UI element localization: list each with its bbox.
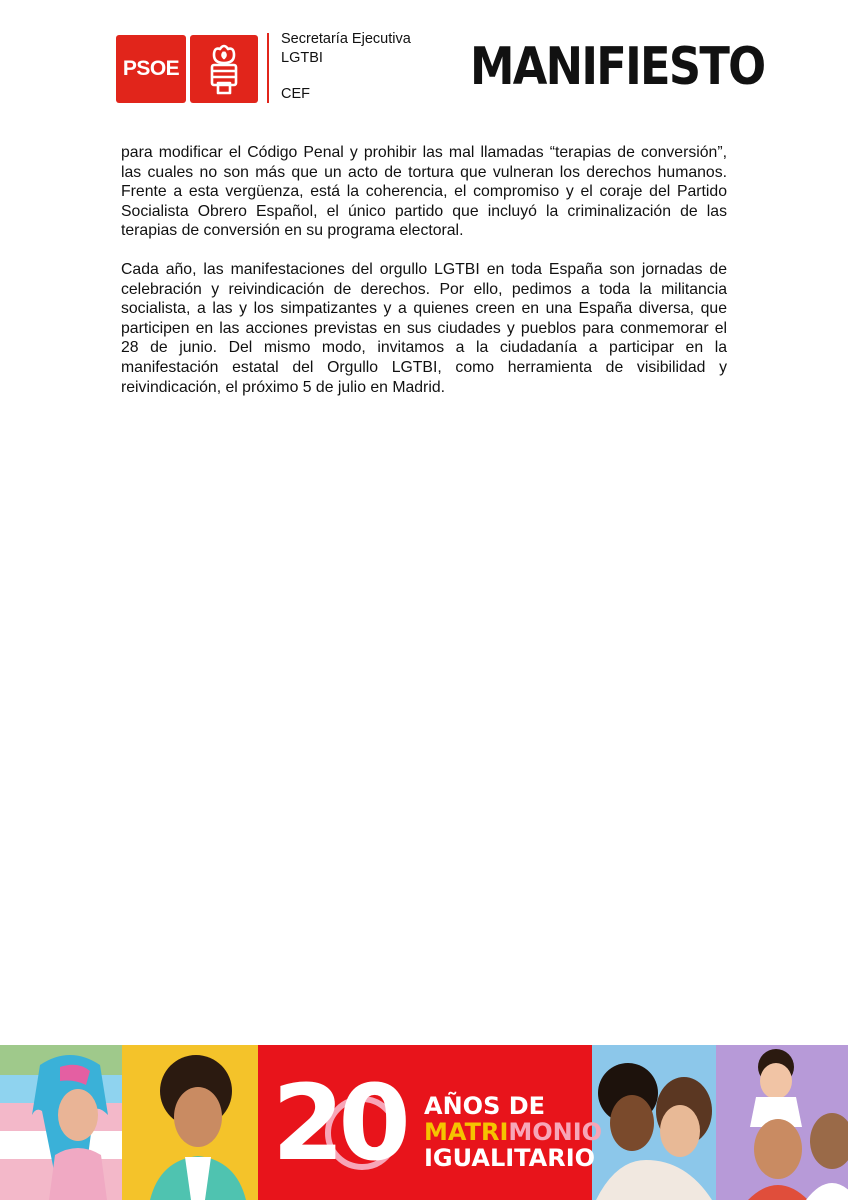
paragraph: Cada año, las manifestaciones del orgullo LGTBI en toda España son jornadas de celebración y reivindicación de derechos. Por ello, pedimos a toda la militancia socialista, a las y los simpatizantes y a quienes creen en una España diversa, que participen en las acciones previstas en sus ciudades y pueblos para conmemorar el 28 de junio. Del mismo modo, invitamos a la ciudadanía a participar en la manifestación estatal del Orgullo LGTBI, como herramienta de visibilidad y reivindicación, el próximo 5 de julio en Madrid. <box>121 260 727 396</box>
document-title: MANIFIESTO <box>470 37 765 97</box>
person-portrait-man-icon <box>122 1045 258 1200</box>
banner-text-line2-part1: MATRI <box>424 1118 509 1146</box>
fist-rose-logo-icon <box>190 35 258 103</box>
document-header <box>0 0 848 120</box>
family-portrait-icon <box>716 1045 848 1200</box>
department-code: CEF <box>281 86 310 102</box>
department-name: Secretaría Ejecutiva <box>281 31 411 47</box>
couple-portrait-icon <box>592 1045 716 1200</box>
banner-text-line2 <box>424 1119 602 1145</box>
person-portrait-left-icon <box>0 1045 122 1200</box>
psoe-logo <box>116 35 186 103</box>
psoe-logo-text: PSOE <box>122 57 180 80</box>
anniversary-number: 20 <box>272 1062 405 1184</box>
department-name-line2: LGTBI <box>281 50 323 66</box>
banner-text-line1: AÑOS DE <box>424 1092 546 1120</box>
banner-text-line3: IGUALITARIO <box>424 1144 596 1172</box>
paragraph: para modificar el Código Penal y prohibir las mal llamadas “terapias de conversión”, las cuales no son más que un acto de tortura que vulneran los derechos humanos. Frente a esta vergüenza, está la coherencia, el compromiso y el coraje del Partido Socialista Obrero Español, el único partido que incluyó la criminalización de las terapias de conversión en su programa electoral. <box>121 144 727 240</box>
manifesto-body <box>121 143 727 416</box>
header-divider <box>267 33 269 103</box>
banner-text-line2-part2: MONIO <box>508 1118 603 1146</box>
